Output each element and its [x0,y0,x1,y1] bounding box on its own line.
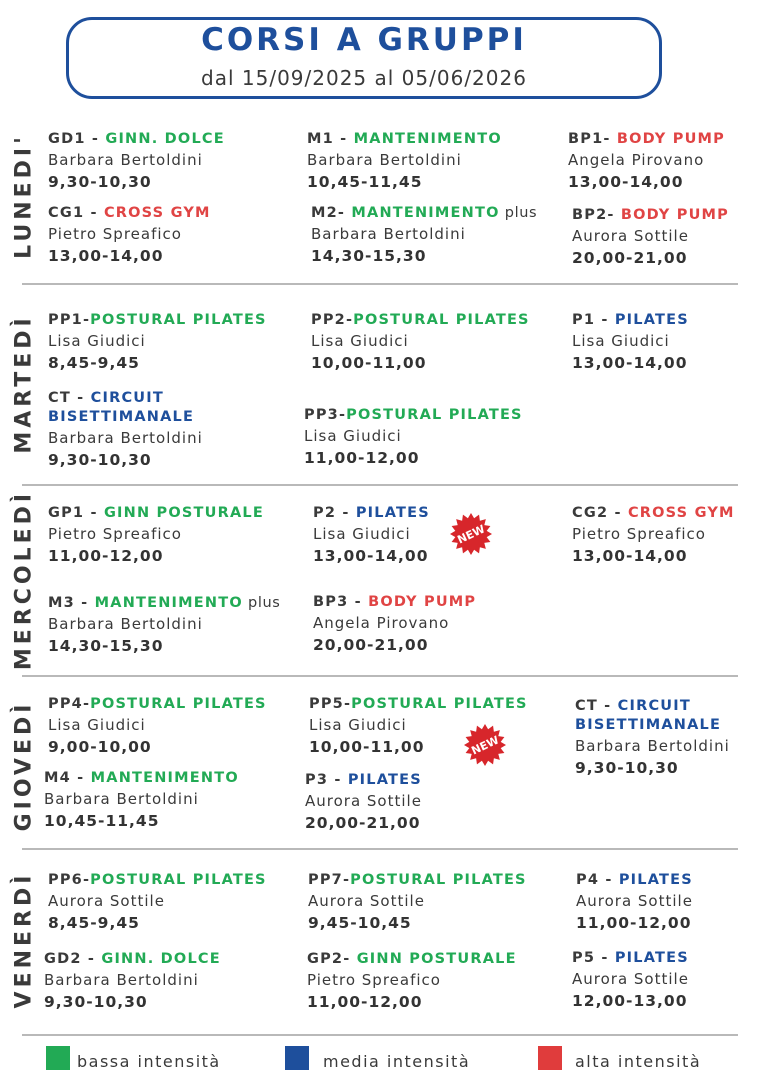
course-card [572,949,689,1012]
course-separator: - [82,872,91,888]
course-code: M2 [311,205,338,221]
course-time: 11,00-12,00 [48,547,164,565]
course-code: P1 [572,312,596,328]
course-instructor: Barbara Bertoldini [48,151,203,169]
course-time: 20,00-21,00 [305,814,421,832]
course-card [48,594,280,657]
day-divider [22,283,738,285]
course-code: GP1 [48,505,85,521]
course-time: 9,30-10,30 [44,993,148,1011]
course-title [48,311,267,330]
course-title [576,871,693,890]
course-title [311,311,530,330]
course-separator: - [85,131,106,147]
course-separator: - [599,872,619,888]
course-time: 20,00-21,00 [313,636,429,654]
course-instructor: Barbara Bertoldini [44,790,199,808]
course-name: POSTURAL PILATES [351,696,528,712]
header-box [66,17,662,99]
course-card [48,389,203,471]
course-instructor: Pietro Spreafico [48,225,182,243]
course-time: 8,45-9,45 [48,914,140,932]
course-title [572,949,689,968]
course-separator: - [74,595,95,611]
course-title [313,504,430,523]
course-title [48,594,280,613]
course-separator: - [597,698,618,714]
course-time: 8,45-9,45 [48,354,140,372]
legend-swatch-high [538,1046,562,1070]
course-name: GINN. DOLCE [105,131,225,147]
course-title [48,695,267,714]
date-range: dal 15/09/2025 al 05/06/2026 [201,66,527,90]
course-code: CG2 [572,505,609,521]
course-title [48,504,264,523]
course-separator: - [70,770,91,786]
course-instructor: Pietro Spreafico [572,525,706,543]
course-name: PILATES [614,312,689,328]
course-name: MANTENIMENTO [94,595,243,611]
course-title [304,406,523,425]
course-title [311,204,537,223]
course-separator: - [82,312,91,328]
course-code: P2 [313,505,337,521]
new-badge-icon [449,512,493,556]
course-time: 14,30-15,30 [311,247,427,265]
course-instructor: Aurora Sottile [572,970,689,988]
day-label: VENERDÌ [11,871,37,1009]
legend-label-high: alta intensità [575,1052,702,1071]
course-card [572,504,735,567]
course-card [576,871,693,934]
course-card [305,771,422,834]
course-separator: - [595,950,615,966]
course-name: CROSS GYM [627,505,735,521]
course-name: PILATES [347,772,422,788]
course-card [313,593,476,656]
course-card [311,204,537,267]
course-instructor: Lisa Giudici [48,716,146,734]
course-title [313,593,476,612]
course-instructor: Lisa Giudici [313,525,411,543]
course-code: PP3 [304,407,339,423]
course-time: 9,30-10,30 [48,451,152,469]
day-divider [22,848,738,850]
course-title [575,697,730,716]
course-card [307,130,502,193]
legend-label-medium: media intensità [323,1052,471,1071]
course-card [48,204,211,267]
legend-swatch-medium [285,1046,309,1070]
course-code: PP6 [48,872,83,888]
course-instructor: Pietro Spreafico [48,525,182,543]
course-card [304,406,523,469]
course-instructor: Barbara Bertoldini [307,151,462,169]
course-time: 10,00-11,00 [311,354,427,372]
course-title [572,311,689,330]
course-separator: - [337,205,352,221]
course-instructor: Angela Pirovano [568,151,705,169]
course-name: POSTURAL PILATES [90,696,267,712]
course-code: GD1 [48,131,86,147]
course-name: MANTENIMENTO [351,205,500,221]
course-time: 9,45-10,45 [308,914,412,932]
course-separator: - [81,951,102,967]
course-instructor: Lisa Giudici [572,332,670,350]
course-code: CT [575,698,598,714]
course-separator: - [343,951,357,967]
course-separator: - [342,872,351,888]
day-label: GIOVEDÌ [11,700,37,832]
course-time: 10,45-11,45 [307,173,423,191]
course-instructor: Angela Pirovano [313,614,450,632]
course-name: PILATES [618,872,693,888]
course-card [48,871,267,934]
new-badge-label: NEW [455,522,488,547]
course-time: 9,30-10,30 [48,173,152,191]
course-time: 9,00-10,00 [48,738,152,756]
course-card [572,206,729,269]
course-name: POSTURAL PILATES [353,312,530,328]
course-name: PILATES [355,505,430,521]
course-name-line2: BISETTIMANALE [48,409,195,425]
course-instructor: Barbara Bertoldini [48,615,203,633]
course-instructor: Barbara Bertoldini [48,429,203,447]
course-title [308,871,527,890]
day-divider [22,1034,738,1036]
course-title [305,771,422,790]
course-code: BP3 [313,594,349,610]
course-card [308,871,527,934]
course-time: 14,30-15,30 [48,637,164,655]
course-instructor: Barbara Bertoldini [311,225,466,243]
course-instructor: Aurora Sottile [572,227,689,245]
course-instructor: Lisa Giudici [309,716,407,734]
course-separator: - [607,207,621,223]
day-label: MARTEDÌ [11,314,37,454]
course-plus: plus [499,205,538,221]
course-code: BP2 [572,207,608,223]
day-divider [22,484,738,486]
course-title [309,695,528,714]
course-time: 13,00-14,00 [572,547,688,565]
new-badge-label: NEW [469,733,502,758]
course-instructor: Aurora Sottile [48,892,165,910]
course-card [44,769,239,832]
course-separator: - [338,407,347,423]
course-separator: - [608,505,628,521]
course-instructor: Lisa Giudici [48,332,146,350]
page-title: CORSI A GRUPPI [201,22,527,58]
course-name: POSTURAL PILATES [90,872,267,888]
course-instructor: Pietro Spreafico [307,971,441,989]
course-title [44,769,239,788]
course-title [307,130,502,149]
course-title [48,389,203,408]
course-code: GD2 [44,951,82,967]
course-instructor: Barbara Bertoldini [575,737,730,755]
course-instructor: Barbara Bertoldini [44,971,199,989]
day-label: MERCOLEDÌ [11,489,37,671]
course-name: BODY PUMP [616,131,726,147]
course-time: 10,00-11,00 [309,738,425,756]
course-code: CG1 [48,205,85,221]
course-title [572,206,729,225]
course-title [307,950,517,969]
course-title [568,130,725,149]
course-time: 12,00-13,00 [572,992,688,1010]
course-name: GINN. DOLCE [101,951,221,967]
course-card [313,504,430,567]
course-name: CIRCUIT [90,390,164,406]
course-name: GINN POSTURALE [103,505,264,521]
course-separator: - [595,312,615,328]
course-separator: - [336,505,356,521]
course-title [48,130,225,149]
course-separator: - [345,312,354,328]
course-card [48,695,267,758]
course-name: PILATES [614,950,689,966]
course-plus: plus [242,595,281,611]
course-code: PP2 [311,312,346,328]
course-time: 9,30-10,30 [575,759,679,777]
course-code: P5 [572,950,596,966]
course-card [48,504,264,567]
course-name: MANTENIMENTO [90,770,239,786]
course-code: M1 [307,131,334,147]
course-title [572,504,735,523]
course-separator: - [84,205,104,221]
course-name-line2: BISETTIMANALE [575,717,722,733]
course-time: 11,00-12,00 [576,914,692,932]
course-time: 11,00-12,00 [304,449,420,467]
day-divider [22,675,738,677]
course-card [568,130,725,193]
course-card [48,130,225,193]
course-instructor: Aurora Sottile [305,792,422,810]
course-separator: - [70,390,91,406]
legend-swatch-low [46,1046,70,1070]
course-separator: - [603,131,617,147]
course-time: 11,00-12,00 [307,993,423,1011]
course-code: PP7 [308,872,343,888]
course-instructor: Lisa Giudici [304,427,402,445]
course-name: MANTENIMENTO [353,131,502,147]
course-code: PP5 [309,696,344,712]
course-instructor: Aurora Sottile [308,892,425,910]
course-code: PP4 [48,696,83,712]
course-code: GP2 [307,951,344,967]
course-card [572,311,689,374]
course-code: BP1 [568,131,604,147]
course-name: GINN POSTURALE [356,951,517,967]
course-time: 13,00-14,00 [313,547,429,565]
course-name: CROSS GYM [103,205,211,221]
course-code: M3 [48,595,75,611]
course-title [48,204,211,223]
course-code: CT [48,390,71,406]
course-name: BODY PUMP [368,594,477,610]
course-separator: - [82,696,91,712]
course-name: CIRCUIT [617,698,691,714]
course-time: 20,00-21,00 [572,249,688,267]
course-time: 13,00-14,00 [48,247,164,265]
course-name: BODY PUMP [620,207,730,223]
course-time: 13,00-14,00 [572,354,688,372]
course-card [48,311,267,374]
course-code: P3 [305,772,329,788]
course-card [44,950,221,1013]
legend-label-low: bassa intensità [77,1052,221,1071]
course-code: PP1 [48,312,83,328]
course-time: 10,45-11,45 [44,812,160,830]
course-card [575,697,730,779]
course-code: P4 [576,872,600,888]
course-separator: - [343,696,352,712]
course-name: POSTURAL PILATES [346,407,523,423]
course-separator: - [84,505,104,521]
course-separator: - [333,131,354,147]
course-card [311,311,530,374]
new-badge-icon [463,723,507,767]
course-code: M4 [44,770,71,786]
course-title [48,871,267,890]
day-label: LUNEDI' [11,133,37,259]
course-title [44,950,221,969]
course-card [307,950,517,1013]
course-name: POSTURAL PILATES [350,872,527,888]
course-instructor: Aurora Sottile [576,892,693,910]
course-separator: - [328,772,348,788]
course-name: POSTURAL PILATES [90,312,267,328]
course-instructor: Lisa Giudici [311,332,409,350]
course-separator: - [348,594,369,610]
course-time: 13,00-14,00 [568,173,684,191]
